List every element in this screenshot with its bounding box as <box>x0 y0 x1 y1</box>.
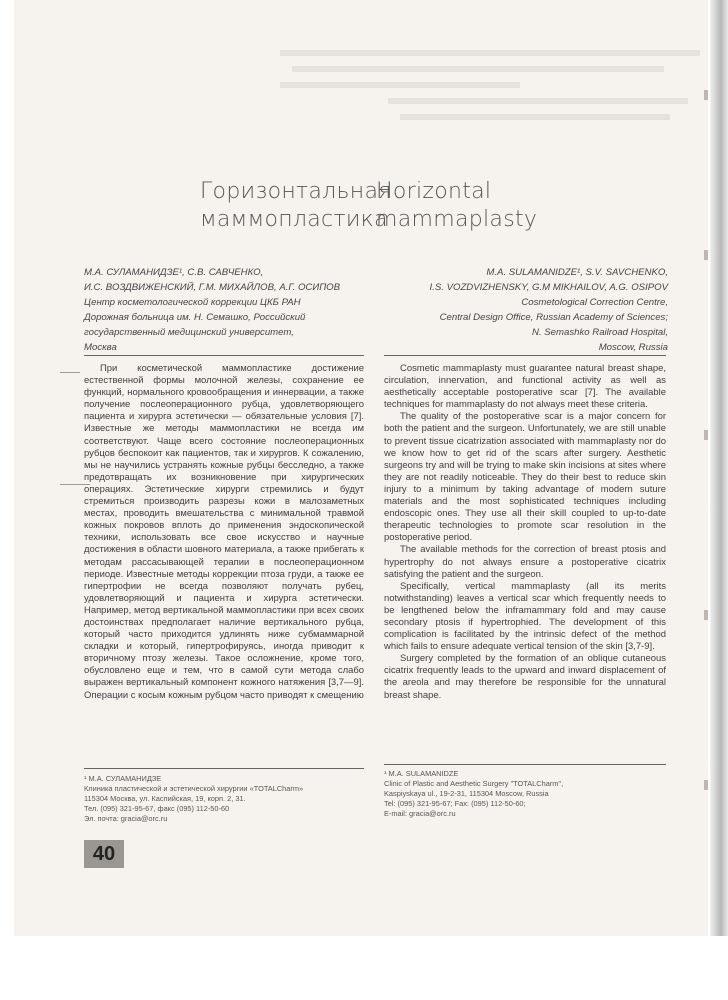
affiliation-line: Москва <box>84 342 117 353</box>
footnote-english <box>384 769 674 819</box>
margin-pencil-mark <box>60 372 80 373</box>
footnote-line: ¹ М.А. СУЛАМАНИДЗЕ <box>84 774 162 783</box>
footnote-line: Tel: (095) 321-95-67; Fax: (095) 112-50-60; <box>384 799 526 808</box>
scan-edge-shadow <box>710 0 728 1000</box>
title-en-line: mammaplasty <box>376 207 538 232</box>
authors-russian <box>84 265 374 355</box>
header-rule-en <box>384 355 666 356</box>
footnote-line: Clinic of Plastic and Aesthetic Surgery "TOTALCharm", <box>384 779 564 788</box>
affiliation-line: Центр косметологической коррекции ЦКБ РАН <box>84 297 301 308</box>
body-paragraph: Specifically, vertical mammaplasty (all its merits notwithstanding) leaves a vertical scar which frequently needs to be lengthened below the inframammary fold and may cause secondary ptosis if hypertrophied. The development of this complication is facilitated by the intrinsic defect of the method which fails to ensure adequate vertical tension of the skin [3,7-9]. <box>384 580 666 653</box>
body-paragraph: The available methods for the correction of breast ptosis and hypertrophy do not always ensure a postoperative cicatrix satisfying the patient and the surgeon. <box>384 544 666 580</box>
affiliation-line: Дорожная больница им. Н. Семашко, Российский <box>84 312 306 323</box>
body-paragraph: The quality of the postoperative scar is a major concern for both the patient and the surgeon. Unfortunately, we are still unable to prevent tissue cicatrization associated with mammaplasty nor do we know how to get rid of the scars after surgery. Aesthetic surgeons try and will be trying to make skin incisions at sites where they are not readily noticeable. They do their best to reduce skin injury to a minimum by taking advantage of modern suture materials and the most sophisticated techniques including endoscopic ones. They use all their skill coupled to up-to-date therapeutic technologies to promote scar resolution in the postoperative period. <box>384 411 666 544</box>
author-line: М.А. СУЛАМАНИДЗЕ¹, С.В. САВЧЕНКО, <box>84 267 264 278</box>
footnote-russian <box>84 774 374 824</box>
body-paragraph: Cosmetic mammaplasty must guarantee natural breast shape, circulation, innervation, and functional activity as well as aesthetically acceptable postoperative scar [7]. The available techniques for mammaplasty do not always meet these criteria. <box>384 363 666 411</box>
page-number: 40 <box>84 840 124 868</box>
header-rule-ru <box>84 355 364 356</box>
footnote-line: E-mail: gracia@orc.ru <box>384 809 456 818</box>
footnote-line: Клиника пластической и эстетической хирургии «TOTALCharm» <box>84 784 304 793</box>
affiliation-line: Central Design Office, Russian Academy of Sciences; <box>439 312 668 323</box>
footnote-line: Эл. почта: gracia@orc.ru <box>84 814 168 823</box>
body-column-russian <box>84 363 364 702</box>
authors-english <box>370 265 668 355</box>
footnote-rule-en <box>384 764 666 765</box>
affiliation-line: государственный медицинский университет, <box>84 327 294 338</box>
scan-bottom-strip <box>0 936 728 1000</box>
title-ru-line: маммопластика <box>200 207 388 232</box>
footnote-line: Тел. (095) 321-95-67, факс (095) 112-50-60 <box>84 804 230 813</box>
title-ru-line: Горизонтальная <box>200 179 392 204</box>
body-paragraph: При косметической маммопластике достижение естественной формы молочной железы, сохранение ее функций, нормального кровообращения и иннервации, а также получение послеоперационного рубца, удовлетворяющего пациента и хирурга эстетически — обязательные условия [7]. Известные же методы маммопластики не всегда им соответствуют. Чаще всего состояние послеоперационных рубцов беспокоит как пациентов, так и хирургов. К сожалению, мы не научились устранять кожные рубцы бесследно, а также предотвращать их возникновение при хирургических операциях. Эстетические хирурги стремились и будут стремиться производить разрезы кожи в малозаметных местах, проводить вмешательства с минимальной травмой кожных покровов вплоть до применения эндоскопической техники, использовать все свое искусство и научные достижения в области шовного материала, а также прибегать к методам рассасывающей терапии в послеоперационном периоде. Известные методы коррекции птоза груди, а также ее гипертрофии не всегда позволяют получать рубец, удовлетворяющий и пациента и хирурга эстетически. Например, метод вертикальной маммопластики при всех своих достоинствах предполагает наличие вертикального рубца, который часто приходится удлинять ниже субмаммарной складки и который, гипертрофируясь, иногда приводит к вторичному птозу железы. Такое осложнение, кроме того, обусловлено еще и тем, что в самой сути метода слабо выражен вертикальный компонент кожного натяжения [3,7—9]. Операции с косым кожным рубцом часто приводят к смещению <box>84 363 364 701</box>
bleed-through-text <box>100 40 700 160</box>
footnote-line: ¹ M.A. SULAMANIDZE <box>384 769 459 778</box>
affiliation-line: Cosmetological Correction Centre, <box>521 297 668 308</box>
footnote-line: Kaspiyskaya ul., 19-2-31, 115304 Moscow, Russia <box>384 789 549 798</box>
page-edge-marks <box>704 90 710 790</box>
body-paragraph: Surgery completed by the formation of an oblique cutaneous cicatrix frequently leads to the upward and inward displacement of the areola and may therefore be responsible for the unnatural breast shape. <box>384 653 666 701</box>
title-en-line: Horizontal <box>376 179 492 204</box>
author-line: И.С. ВОЗДВИЖЕНСКИЙ, Г.М. МИХАЙЛОВ, А.Г. ОСИПОВ <box>84 282 341 293</box>
affiliation-line: Moscow, Russia <box>598 342 668 353</box>
author-line: I.S. VOZDVIZHENSKY, G.M MIKHAILOV, A.G. OSIPOV <box>429 282 668 293</box>
title-russian <box>200 178 392 234</box>
body-column-english <box>384 363 666 702</box>
footnote-rule-ru <box>84 768 364 769</box>
footnote-line: 115304 Москва, ул. Каспийская, 19, корп. 2, 31. <box>84 794 246 803</box>
title-english <box>376 178 616 234</box>
affiliation-line: N. Semashko Railroad Hospital, <box>532 327 668 338</box>
author-line: M.A. SULAMANIDZE¹, S.V. SAVCHENKO, <box>486 267 668 278</box>
